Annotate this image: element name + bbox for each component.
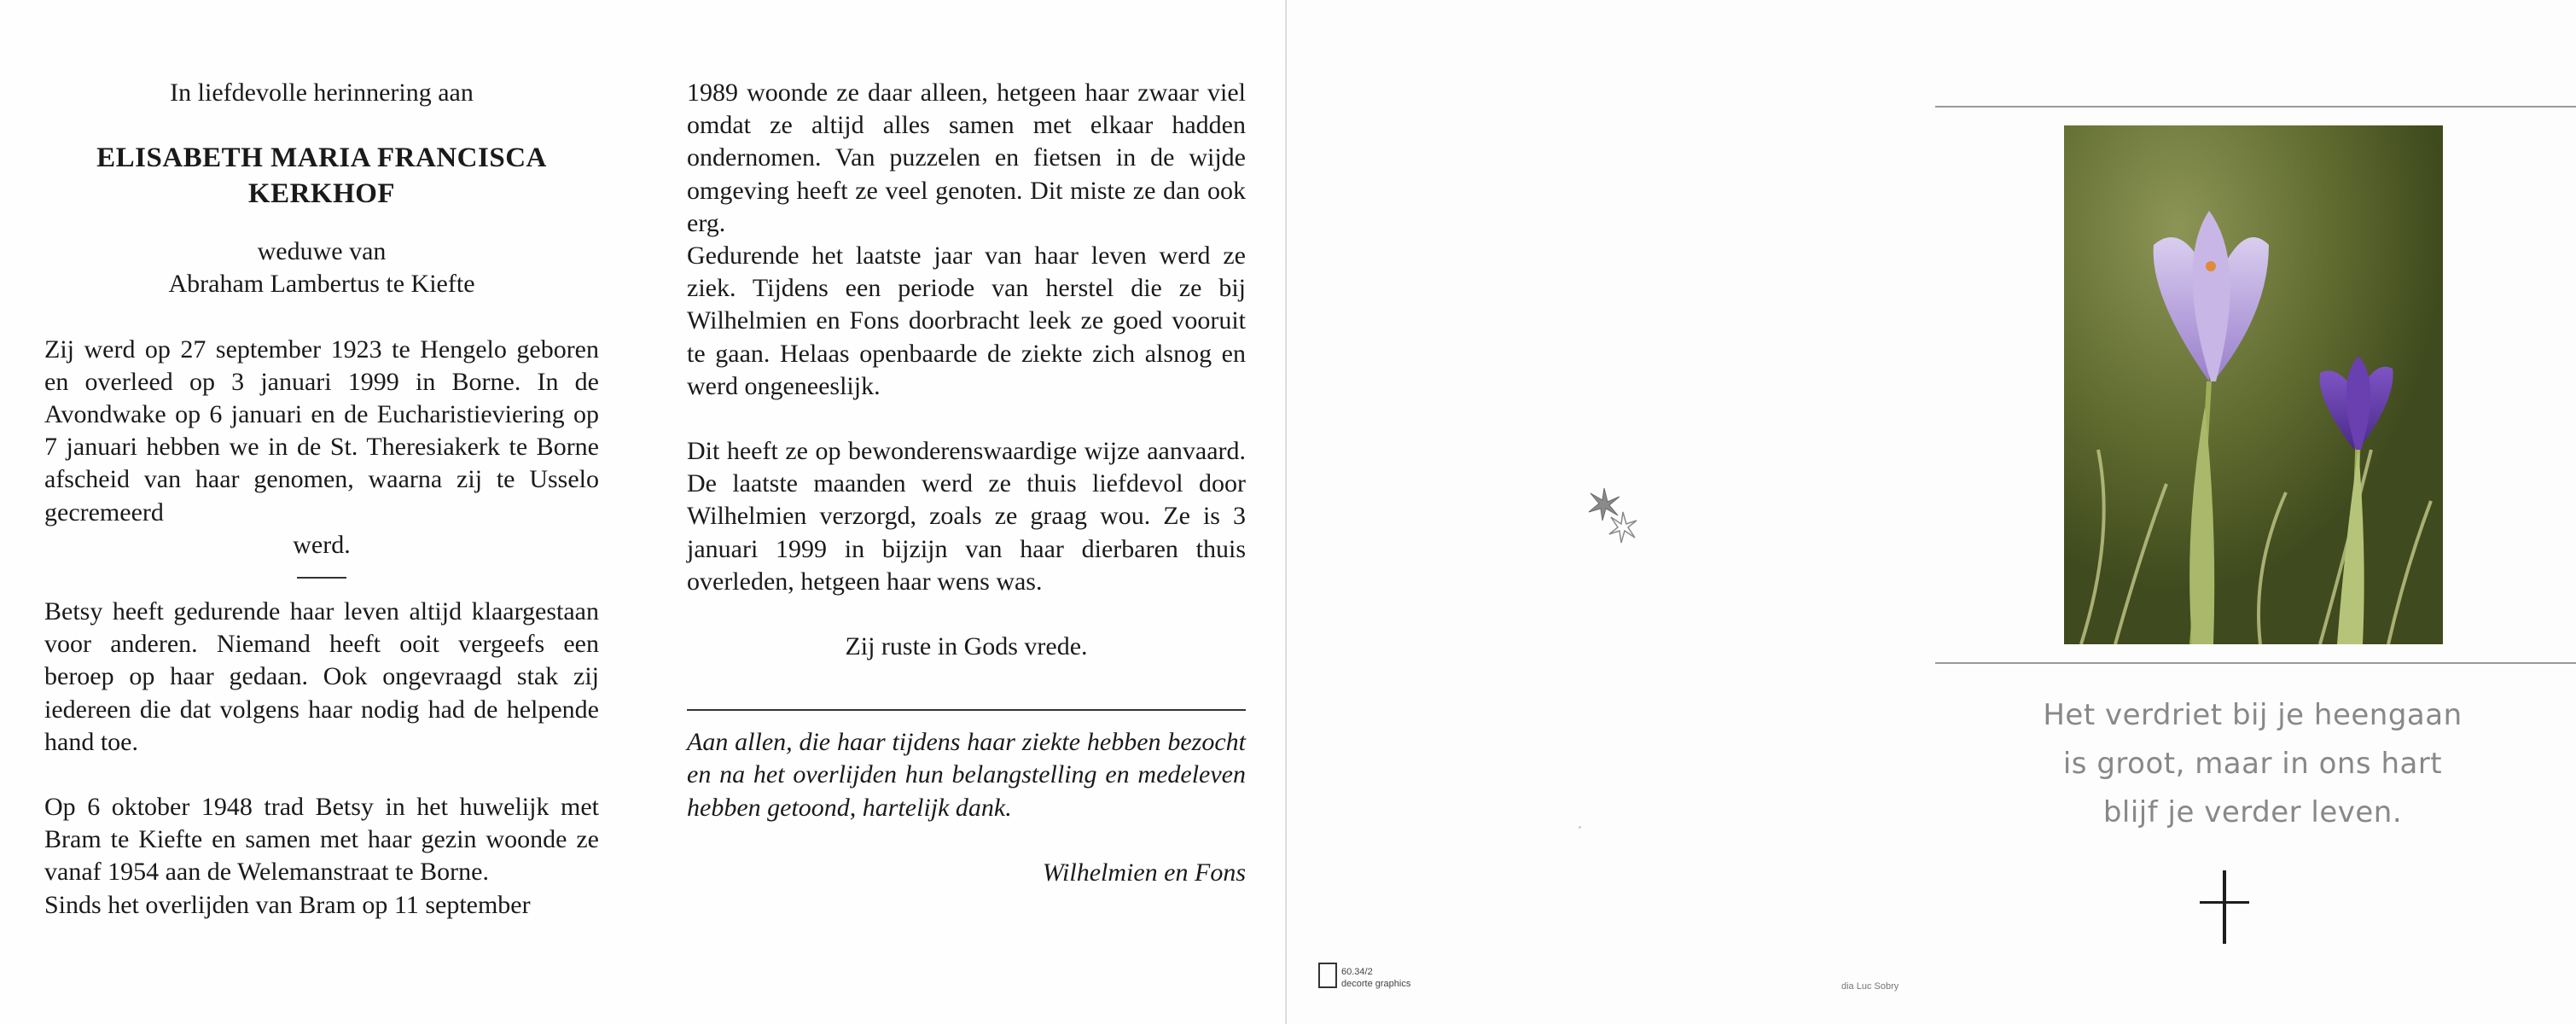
card-code: 60.34/2	[1341, 967, 1373, 977]
biography-paragraph-3: Op 6 oktober 1948 trad Betsy in het huwelijk met Bram te Kiefte en samen met haar gezin woonde ze vanaf 1954 aan de Welemanstraat te Borne.	[44, 793, 599, 887]
thanks-paragraph: Aan allen, die haar tijdens haar ziekte hebben bezocht en na het overlijden hun belangstelling en medeleven hebben getoond, hartelijk dank.	[687, 728, 1246, 822]
biography-paragraph-7: Dit heeft ze op bewonderenswaardige wijze aanvaard. De laatste maanden werd ze thuis liefdevol door Wilhelmien verzorgd, zoals ze graag wou. Ze is 3 januari 1999 in bijzijn van haar dierbaren thuis overleden, hetgeen haar wens was.	[687, 437, 1246, 596]
biography-paragraph-2: Betsy heeft gedurende haar leven altijd klaargestaan voor anderen. Niemand heeft ooit vergeefs een beroep op haar gedaan. Ook ongevraagd stak zij iedereen die dat volgens haar nodig had de helpende hand toe.	[44, 597, 599, 756]
deceased-name-line1: ELISABETH MARIA FRANCISCA	[96, 143, 547, 174]
cross-icon	[2200, 870, 2249, 944]
crocus-photo	[2064, 125, 2443, 644]
poem-line-3: blijf je verder leven.	[2102, 795, 2403, 829]
signature-line: Wilhelmien en Fons	[1042, 858, 1246, 887]
publisher-name: decorte graphics	[1341, 979, 1411, 989]
deceased-name-line2: KERKHOF	[247, 178, 396, 210]
biography-paragraph-1-end: werd.	[293, 530, 351, 559]
bottom-rule	[1935, 662, 2576, 664]
long-divider	[687, 709, 1246, 711]
crocus-illustration-icon	[2064, 125, 2443, 644]
speck	[1579, 826, 1581, 829]
photo-credit: dia Luc Sobry	[1841, 981, 1899, 992]
biography-paragraph-1: Zij werd op 27 september 1923 te Hengelo geboren en overleed op 3 januari 1999 in Borne. In de Avondwake op 6 januari en de Eucharistieviering op 7 januari hebben we in de St. Theresiakerk te Borne afscheid van haar genomen, waarna zij te Usselo gecremeerd	[44, 335, 599, 527]
short-divider	[297, 577, 346, 579]
left-column	[44, 77, 599, 922]
right-column	[687, 77, 1246, 889]
biography-paragraph-4: Sinds het overlijden van Bram op 11 september	[44, 890, 531, 919]
biography-paragraph-5: 1989 woonde ze daar alleen, hetgeen haar zwaar viel omdat ze altijd alles samen met elkaar hadden ondernomen. Van puzzelen en fietsen in de wijde omgeving heeft ze veel genoten. Dit miste ze dan ook erg.	[687, 79, 1246, 237]
poem-line-1: Het verdriet bij je heengaan	[2043, 698, 2463, 732]
intro-line: In liefdevolle herinnering aan	[170, 79, 474, 107]
memorial-poem	[1963, 691, 2543, 837]
top-rule	[1935, 106, 2576, 108]
inside-spread	[0, 0, 1287, 1024]
small-flower-ornament-icon	[1579, 478, 1647, 546]
widow-line1: weduwe van	[257, 237, 387, 266]
blessing-line: Zij ruste in Gods vrede.	[845, 632, 1088, 661]
widow-line2: Abraham Lambertus te Kiefte	[168, 270, 475, 299]
publisher-logo-icon	[1318, 963, 1337, 988]
biography-paragraph-6: Gedurende het laatste jaar van haar leven werd ze ziek. Tijdens een periode van herstel die ze bij Wilhelmien en Fons doorbracht leek ze goed vooruit te gaan. Helaas openbaarde de ziekte zich alsnog en werd ongeneeslijk.	[687, 241, 1246, 400]
poem-line-2: is groot, maar in ons hart	[2062, 747, 2443, 781]
